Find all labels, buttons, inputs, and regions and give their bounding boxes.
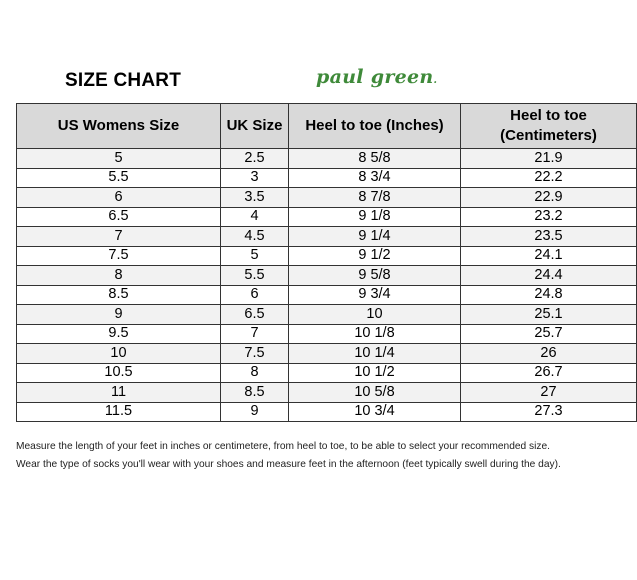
table-row [17,324,637,344]
column-header-uk-size: UK Size [221,104,289,149]
table-row [17,149,637,169]
brand-dot: . [433,75,438,86]
column-header-centimeters: Heel to toe (Centimeters) [461,104,637,149]
inches-cell: 10 3/4 [289,402,461,422]
centimeters-cell: 21.9 [461,149,637,169]
centimeters-cell: 26 [461,344,637,364]
inches-cell: 9 1/2 [289,246,461,266]
centimeters-cell: 27.3 [461,402,637,422]
us-size-cell: 9 [17,305,221,325]
size-table [16,103,637,422]
centimeters-cell: 22.9 [461,188,637,208]
centimeters-cell: 26.7 [461,363,637,383]
centimeters-cell: 24.4 [461,266,637,286]
uk-size-cell: 6.5 [221,305,289,325]
uk-size-cell: 3 [221,168,289,188]
uk-size-cell: 4.5 [221,227,289,247]
table-row [17,402,637,422]
inches-cell: 10 1/4 [289,344,461,364]
inches-cell: 8 3/4 [289,168,461,188]
table-row [17,207,637,227]
inches-cell: 10 5/8 [289,383,461,403]
inches-cell: 9 1/4 [289,227,461,247]
us-size-cell: 7.5 [17,246,221,266]
size-table-container [16,103,597,422]
uk-size-cell: 8 [221,363,289,383]
column-header-inches: Heel to toe (Inches) [289,104,461,149]
centimeters-cell: 24.8 [461,285,637,305]
note-line: Measure the length of your feet in inches or centimetere, from heel to toe, to be able to select your recommended size. [16,441,550,452]
uk-size-cell: 3.5 [221,188,289,208]
table-row [17,383,637,403]
uk-size-cell: 7 [221,324,289,344]
us-size-cell: 7 [17,227,221,247]
us-size-cell: 8.5 [17,285,221,305]
uk-size-cell: 8.5 [221,383,289,403]
table-row [17,363,637,383]
brand-logo [316,66,437,88]
inches-cell: 8 5/8 [289,149,461,169]
table-row [17,305,637,325]
inches-cell: 9 1/8 [289,207,461,227]
uk-size-cell: 2.5 [221,149,289,169]
centimeters-cell: 24.1 [461,246,637,266]
us-size-cell: 10 [17,344,221,364]
uk-size-cell: 6 [221,285,289,305]
centimeters-cell: 23.2 [461,207,637,227]
inches-cell: 9 5/8 [289,266,461,286]
brand-name: paul green [316,66,434,88]
uk-size-cell: 5.5 [221,266,289,286]
us-size-cell: 6.5 [17,207,221,227]
us-size-cell: 9.5 [17,324,221,344]
table-row [17,266,637,286]
centimeters-cell: 23.5 [461,227,637,247]
us-size-cell: 11 [17,383,221,403]
centimeters-cell: 25.7 [461,324,637,344]
inches-cell: 10 1/8 [289,324,461,344]
us-size-cell: 5.5 [17,168,221,188]
us-size-cell: 5 [17,149,221,169]
page-title: SIZE CHART [65,70,181,91]
us-size-cell: 6 [17,188,221,208]
us-size-cell: 11.5 [17,402,221,422]
table-row [17,188,637,208]
us-size-cell: 8 [17,266,221,286]
table-row [17,227,637,247]
inches-cell: 10 [289,305,461,325]
table-header-row [17,104,637,149]
table-row [17,246,637,266]
centimeters-cell: 27 [461,383,637,403]
inches-cell: 10 1/2 [289,363,461,383]
table-body [17,149,637,422]
centimeters-cell: 25.1 [461,305,637,325]
inches-cell: 9 3/4 [289,285,461,305]
us-size-cell: 10.5 [17,363,221,383]
column-header-us-size: US Womens Size [17,104,221,149]
note-line: Wear the type of socks you'll wear with your shoes and measure feet in the afternoon (feet typically swell during the day). [16,459,561,470]
inches-cell: 8 7/8 [289,188,461,208]
table-row [17,285,637,305]
uk-size-cell: 7.5 [221,344,289,364]
table-row [17,344,637,364]
uk-size-cell: 9 [221,402,289,422]
centimeters-cell: 22.2 [461,168,637,188]
uk-size-cell: 4 [221,207,289,227]
uk-size-cell: 5 [221,246,289,266]
measurement-notes [16,438,580,474]
table-row [17,168,637,188]
